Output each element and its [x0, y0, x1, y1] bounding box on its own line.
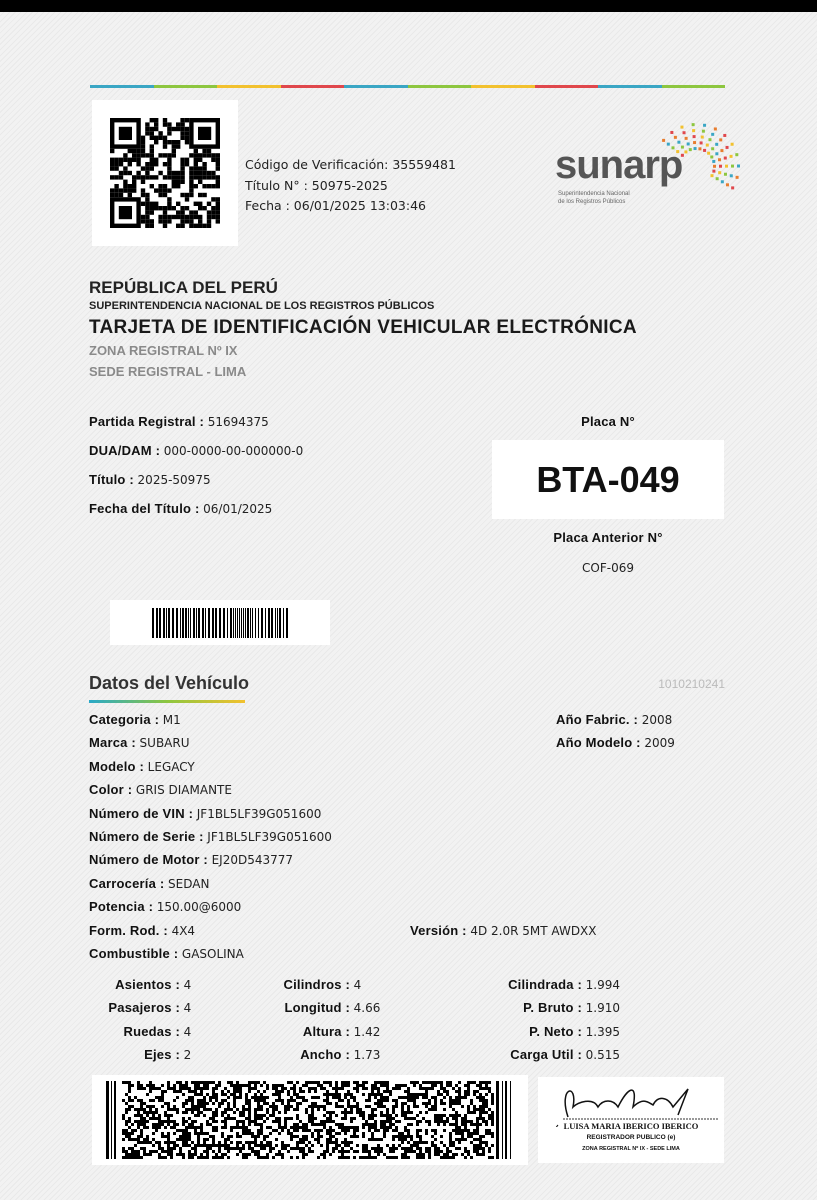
color-stripe	[90, 85, 725, 88]
spec-field	[470, 1024, 620, 1039]
spec-label: Cilindrada :	[508, 977, 582, 992]
signer-zona: ZONA REGISTRAL Nº IX - SEDE LIMA	[582, 1146, 680, 1152]
field	[556, 735, 675, 750]
verification-info	[245, 155, 456, 217]
spec-field	[250, 977, 361, 992]
spec-value: 1.42	[353, 1024, 381, 1039]
spec-label: Ruedas :	[123, 1023, 180, 1039]
logo-text: sunarp	[555, 143, 683, 187]
verification-code: Código de Verificación: 35559481	[245, 157, 456, 172]
field-label: Categoria :	[89, 712, 160, 727]
field	[89, 414, 269, 429]
signature-block	[538, 1077, 724, 1163]
sunarp-logo	[555, 115, 740, 220]
spec-field	[82, 977, 191, 992]
field	[89, 946, 244, 961]
field	[556, 712, 672, 727]
spec-value: 4	[183, 1001, 192, 1016]
field-value: LEGACY	[147, 759, 195, 774]
field-label: Modelo :	[89, 758, 145, 774]
spec-label: Altura :	[302, 1023, 350, 1039]
spec-value: 4	[183, 978, 192, 992]
section-heading: Datos del Vehículo	[89, 673, 250, 693]
field-label: Color :	[89, 782, 133, 798]
spec-label: P. Bruto :	[523, 1000, 582, 1016]
field	[89, 759, 195, 774]
field	[410, 923, 597, 938]
field-label: Año Fabric. :	[556, 712, 639, 727]
field-value: JF1BL5LF39G051600	[196, 806, 322, 821]
pdf417-barcode	[92, 1075, 528, 1165]
country-title: REPÚBLICA DEL PERÚ	[89, 278, 278, 297]
field-label: Marca :	[89, 735, 136, 751]
field-label: Partida Registral :	[89, 414, 205, 429]
qr-code	[92, 100, 238, 246]
document-code: 1010210241	[658, 677, 725, 691]
field-value: 2009	[644, 736, 675, 750]
spec-label: Asientos :	[115, 977, 180, 992]
field-value: SEDAN	[168, 876, 210, 891]
signer-role: REGISTRADOR PUBLICO (e)	[586, 1134, 676, 1141]
spec-value: 4	[353, 978, 362, 992]
field-value: EJ20D543777	[211, 853, 294, 868]
spec-label: Longitud :	[284, 1000, 350, 1016]
signer-name: LUISA MARIA IBERICO IBERICO	[563, 1121, 699, 1131]
spec-value: 1.910	[585, 1001, 620, 1016]
field	[89, 829, 332, 844]
spec-value: 4	[183, 1024, 192, 1039]
field-label: Número de Serie :	[89, 829, 204, 844]
field-label: Carrocería :	[89, 875, 165, 891]
placa-label: Placa N°	[581, 414, 635, 429]
heading-underline	[89, 700, 245, 703]
field-value: 4X4	[171, 923, 196, 938]
spec-label: Pasajeros :	[108, 1000, 180, 1016]
spec-value: 1.73	[353, 1048, 381, 1063]
spec-value: 1.395	[585, 1024, 620, 1039]
field	[89, 852, 293, 867]
barcode	[110, 600, 330, 645]
sede-registral: SEDE REGISTRAL - LIMA	[89, 364, 247, 379]
field-value: JF1BL5LF39G051600	[207, 830, 332, 844]
spec-field	[82, 1047, 191, 1062]
field	[89, 876, 209, 891]
field	[89, 923, 195, 938]
logo-subtitle: de los Registros Públicos	[558, 199, 626, 205]
field	[89, 782, 232, 797]
field-label: Combustible :	[89, 946, 179, 961]
field-label: Form. Rod. :	[89, 922, 168, 938]
titulo-number: Título N° : 50975-2025	[245, 177, 388, 193]
field	[89, 735, 190, 750]
placa-value: BTA-049	[492, 440, 724, 519]
field-label: Número de Motor :	[89, 852, 208, 868]
placa-anterior-value: COF-069	[582, 561, 634, 575]
field	[89, 712, 181, 727]
fecha: Fecha : 06/01/2025 13:03:46	[245, 198, 426, 213]
spec-label: Ancho :	[300, 1047, 350, 1063]
agency-title: SUPERINTENDENCIA NACIONAL DE LOS REGISTROS PÚBLICOS	[89, 300, 435, 312]
spec-field	[250, 1047, 380, 1062]
field-value: 4D 2.0R 5MT AWDXX	[470, 924, 597, 938]
placa-anterior-label: Placa Anterior N°	[553, 530, 663, 545]
signature-image	[538, 1077, 724, 1127]
spec-label: Ejes :	[144, 1047, 180, 1063]
field-value: GASOLINA	[181, 947, 244, 961]
spec-field	[82, 1024, 191, 1039]
field	[89, 443, 303, 458]
field-label: Versión :	[410, 923, 467, 938]
spec-value: 2	[183, 1048, 192, 1063]
field-label: Fecha del Título :	[89, 501, 200, 516]
field-value: 06/01/2025	[203, 502, 273, 516]
field-value: 000-0000-00-000000-0	[163, 444, 304, 458]
spec-value: 1.994	[585, 978, 620, 992]
top-bar	[0, 0, 817, 12]
document-title: TARJETA DE IDENTIFICACIÓN VEHICULAR ELECTRÓNICA	[89, 317, 637, 338]
spec-label: P. Neto :	[529, 1023, 582, 1039]
zona-registral: ZONA REGISTRAL Nº IX	[89, 343, 238, 358]
field-value: 51694375	[207, 415, 269, 429]
field-label: Número de VIN :	[89, 805, 194, 821]
spec-field	[470, 1000, 620, 1015]
spec-value: 0.515	[585, 1048, 620, 1063]
field-value: SUBARU	[139, 736, 190, 751]
spec-field	[250, 1024, 380, 1039]
field	[89, 899, 241, 914]
spec-value: 4.66	[353, 1001, 381, 1016]
field-value: M1	[162, 713, 181, 727]
spec-label: Carga Util :	[510, 1047, 582, 1063]
field-value: 2025-50975	[137, 473, 211, 487]
spec-label: Cilindros :	[283, 977, 350, 992]
field	[89, 501, 272, 516]
spec-field	[470, 1047, 620, 1062]
field-value: GRIS DIAMANTE	[135, 783, 232, 798]
field-label: DUA/DAM :	[89, 443, 161, 458]
spec-field	[250, 1000, 380, 1015]
field-label: Potencia :	[89, 899, 154, 915]
field-value: 2008	[641, 713, 673, 727]
field	[89, 806, 321, 821]
logo-subtitle: Superintendencia Nacional	[558, 191, 630, 197]
field-label: Título :	[89, 472, 134, 487]
spec-field	[82, 1000, 191, 1015]
field	[89, 472, 211, 487]
spec-field	[470, 977, 620, 992]
field-value: 150.00@6000	[156, 900, 242, 915]
field-label: Año Modelo :	[556, 735, 641, 750]
